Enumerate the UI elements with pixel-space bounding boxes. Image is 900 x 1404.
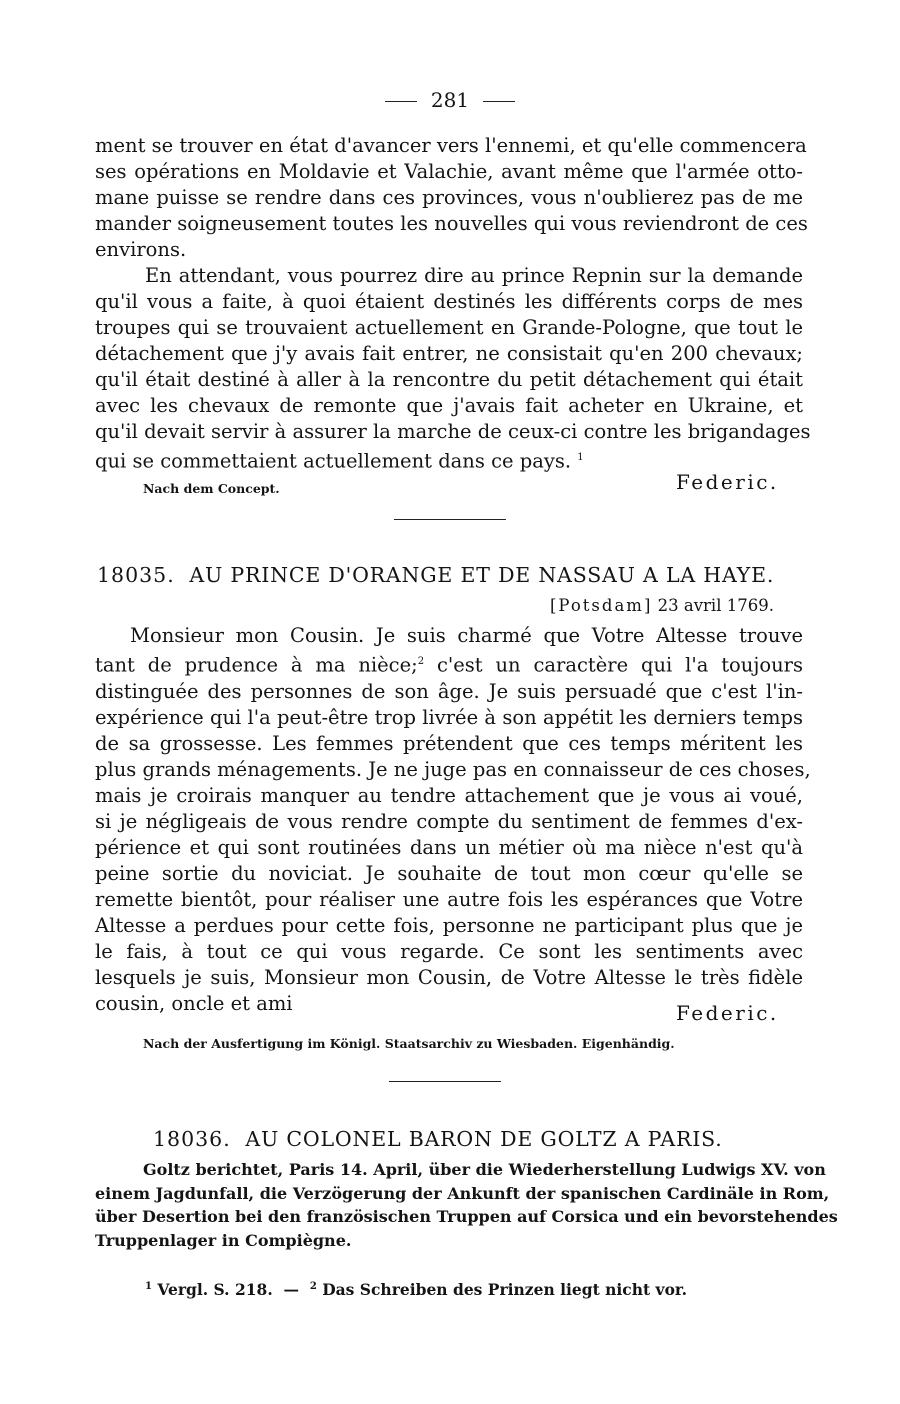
footnote-2-text: Das Schreiben des Prinzen liegt nicht vor. [322,1280,688,1299]
letter-title: AU COLONEL BARON DE GOLTZ A PARIS. [245,1127,723,1151]
letter-title: AU PRINCE D'ORANGE ET DE NASSAU A LA HAYE. [189,563,775,587]
text-line: cousin, oncle et ami [95,991,293,1015]
text-line: mander soigneusement toutes les nouvelles qui vous reviendront de ces [95,212,808,235]
text-line: En attendant, vous pourrez dire au prince Repnin sur la demande [145,264,803,287]
text-line: environs. [95,238,187,261]
text-line [95,649,803,679]
section-divider [394,519,506,520]
footnote-marker: 2 [309,1280,317,1292]
previous-letter-paragraph-2 [95,263,811,475]
text-line: ment se trouver en état d'avancer vers l'ennemi, et qu'elle commencera [95,134,807,157]
section-divider [389,1081,501,1082]
text-line: Truppenlager in Compiègne. [95,1230,352,1250]
signature: Federic. [676,470,779,494]
text-line: plus grands ménagements. Je ne juge pas en connaisseur de ces choses, [95,757,811,781]
letter-date: 23 avril 1769. [657,596,774,615]
footnote-marker: 1 [577,452,584,463]
letter-dateline [550,596,774,615]
footnote-marker: 2 [417,656,425,667]
text-line: le fais, à tout ce qui vous regarde. Ce sont les sentiments avec [95,939,803,963]
footnote-1-text: Vergl. S. 218. [157,1280,273,1299]
header-dash-right [483,101,515,102]
text-line: expérience qui l'a peut-être trop livrée à son appétit les derniers temps [95,705,803,729]
text-line: avec les chevaux de remonte que j'avais fait acheter en Ukraine, et [95,394,803,417]
text-line: lesquels je suis, Monsieur mon Cousin, de Votre Altesse le très fidèle [95,965,803,989]
footnote-marker: 1 [145,1280,152,1292]
text-line: périence et qui sont routinées dans un métier où ma nièce n'est qu'à [95,835,803,859]
text-line: remette bientôt, pour réaliser une autre fois les espérances que Votre [95,887,803,911]
page-number: 281 [430,88,470,112]
text-line: troupes qui se trouvaient actuellement en Grande-Pologne, que tout le [95,316,803,339]
text-line: mane puisse se rendre dans ces provinces, vous n'oublierez pas de me [95,186,803,209]
text-line: qu'il était destiné à aller à la rencontre du petit détachement qui était [95,368,803,391]
footnote-separator: — [283,1280,300,1299]
source-note: Nach dem Concept. [143,481,280,496]
text-line: ses opérations en Moldavie et Valachie, avant même que l'armée otto- [95,160,803,183]
footnotes [145,1280,687,1299]
text-line-content: qui se commettaient actuellement dans ce pays. [95,449,572,473]
previous-letter-body [95,133,811,475]
text-line-content: c'est un caractère qui l'a toujours [436,653,804,677]
letter-summary [95,1158,838,1252]
signature: Federic. [676,1001,779,1025]
letter-number: 18035. [97,563,175,587]
letter-place: [Potsdam] [550,596,653,615]
text-line: qu'il devait servir à assurer la marche de ceux-ci contre les brigandages [95,420,811,443]
letter-heading [153,1127,723,1151]
text-line: über Desertion bei den französischen Truppen auf Corsica und ein bevorstehendes [95,1207,838,1226]
text-line: Altesse a perdues pour cette fois, personne ne participant plus que je [95,913,803,937]
source-note: Nach der Ausfertigung im Königl. Staatsarchiv zu Wiesbaden. Eigenhändig. [143,1036,675,1051]
text-line: détachement que j'y avais fait entrer, ne consistait qu'en 200 chevaux; [95,342,803,365]
text-line: Goltz berichtet, Paris 14. April, über die Wiederherstellung Ludwigs XV. von [143,1160,826,1179]
previous-letter-paragraph-1 [95,133,808,263]
letter-number: 18036. [153,1127,231,1151]
text-line: de sa grossesse. Les femmes prétendent que ces temps méritent les [95,731,803,755]
letter-paragraph [95,623,811,1017]
text-line: si je négligeais de vous rendre compte du sentiment de femmes d'ex- [95,809,803,833]
text-line: mais je croirais manquer au tendre attachement que je vous ai voué, [95,783,803,807]
text-line: qu'il vous a faite, à quoi étaient destinés les différents corps de mes [95,290,803,313]
header-dash-left [385,101,417,102]
text-line-content: tant de prudence à ma nièce; [95,653,418,677]
text-line: peine sortie du noviciat. Je souhaite de tout mon cœur qu'elle se [95,861,803,885]
text-line: einem Jagdunfall, die Verzögerung der Ankunft der spanischen Cardinäle in Rom, [95,1183,830,1203]
text-line: distinguée des personnes de son âge. Je suis persuadé que c'est l'in- [95,679,803,703]
text-line: Monsieur mon Cousin. Je suis charmé que Votre Altesse trouve [130,624,803,647]
letter-heading [97,563,774,587]
letter-body [95,623,811,1017]
page-header [0,88,900,112]
